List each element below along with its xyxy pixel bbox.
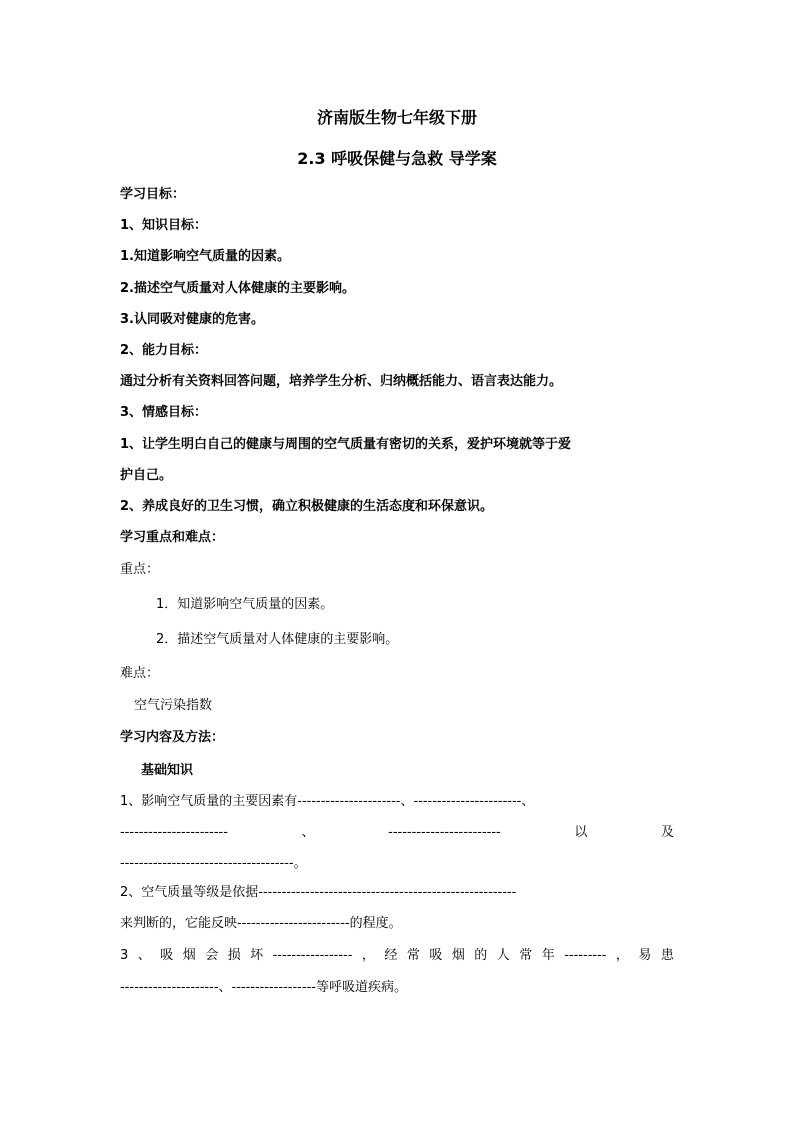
question-1-line-2 <box>120 824 674 842</box>
emotion-item: 1、让学生明白自己的健康与周围的空气质量有密切的关系，爱护环境就等于爱 <box>120 437 572 452</box>
knowledge-item: 2.描述空气质量对人体健康的主要影响。 <box>120 281 355 296</box>
knowledge-objective-heading: 1、知识目标： <box>120 218 208 233</box>
text-fragment: 患 <box>660 948 674 963</box>
text-fragment: 烟 <box>451 948 465 963</box>
answer-blank: ----------------------- <box>120 825 228 840</box>
knowledge-item: 1.知道影响空气质量的因素。 <box>120 249 290 264</box>
question-1-line: 1、影响空气质量的主要因素有----------------------、-----------------------、 <box>120 794 535 809</box>
document-title: 济南版生物七年级下册 <box>316 108 477 127</box>
answer-blank: --------- <box>564 948 607 963</box>
focus-heading: 学习重点和难点： <box>120 530 225 545</box>
key-point-item: 1．知道影响空气质量的因素。 <box>156 597 334 612</box>
document-subtitle: 2.3 呼吸保健与急救 导学案 <box>297 149 497 168</box>
text-fragment: 经 <box>384 948 398 963</box>
question-1-line-3: -------------------------------------。 <box>120 856 307 871</box>
text-fragment: 常 <box>406 948 420 963</box>
difficulty-label: 难点： <box>120 666 160 681</box>
question-2-line-2: 来判断的，它能反映------------------------的程度。 <box>120 916 402 931</box>
text-fragment: 以 <box>574 825 588 840</box>
text-fragment: 3 <box>120 948 129 963</box>
text-fragment: ， <box>361 948 375 963</box>
key-points-label: 重点： <box>120 562 160 577</box>
text-fragment: 及 <box>660 825 674 840</box>
difficulty-text: 空气污染指数 <box>134 698 213 713</box>
answer-blank: ------------------------ <box>388 825 501 840</box>
emotion-objective-heading: 3、情感目标： <box>120 405 208 420</box>
content-heading: 学习内容及方法： <box>120 730 225 745</box>
text-fragment: 吸 <box>429 948 443 963</box>
emotion-item-continuation: 护自己。 <box>120 468 173 483</box>
text-fragment: 会 <box>205 948 219 963</box>
basic-knowledge-heading: 基础知识 <box>141 763 194 778</box>
text-fragment: 烟 <box>182 948 196 963</box>
knowledge-item: 3.认同吸对健康的危害。 <box>120 312 264 327</box>
text-fragment: 吸 <box>160 948 174 963</box>
text-fragment: 坏 <box>250 948 264 963</box>
text-fragment: ， <box>615 948 629 963</box>
text-fragment: 人 <box>496 948 510 963</box>
key-point-item: 2．描述空气质量对人体健康的主要影响。 <box>156 632 399 647</box>
answer-blank: ----------------- <box>272 948 353 963</box>
text-fragment: 损 <box>227 948 241 963</box>
objectives-heading: 学习目标： <box>120 187 186 202</box>
question-3-line-2: ---------------------、------------------等呼吸道疾病。 <box>120 980 407 995</box>
question-3-line <box>120 947 674 965</box>
question-2-line: 2、空气质量等级是依据------------------------------------------------------- <box>120 885 517 900</box>
ability-objective-text: 通过分析有关资料回答问题，培养学生分析、归纳概括能力、语言表达能力。 <box>120 374 563 389</box>
emotion-item: 2、养成良好的卫生习惯，确立积极健康的生活态度和环保意识。 <box>120 499 494 514</box>
text-fragment: 易 <box>638 948 652 963</box>
ability-objective-heading: 2、能力目标： <box>120 343 208 358</box>
text-fragment: 的 <box>474 948 488 963</box>
text-fragment: 、 <box>137 948 151 963</box>
text-fragment: 年 <box>541 948 555 963</box>
text-fragment: 常 <box>519 948 533 963</box>
separator: 、 <box>301 825 315 840</box>
